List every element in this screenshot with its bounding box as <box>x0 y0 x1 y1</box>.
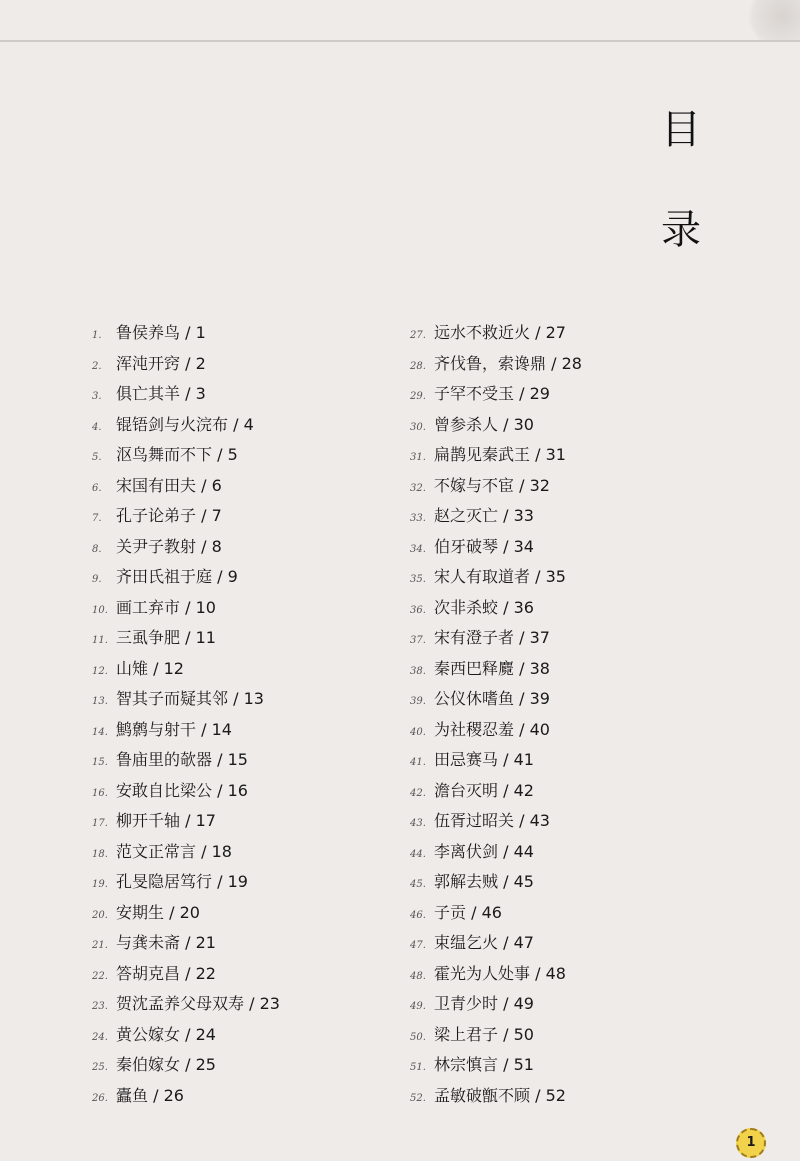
toc-entry <box>410 593 582 624</box>
toc-entry <box>410 898 582 929</box>
toc-entry-title: 曾参杀人 / 30 <box>434 414 534 434</box>
toc-entry-number: 47. <box>410 940 426 951</box>
toc-entry <box>92 867 280 898</box>
toc-entry-number: 4. <box>92 421 102 433</box>
toc-entry-title: 卫青少时 / 49 <box>434 994 534 1013</box>
toc-entry-title: 鹪鹩与射干 / 14 <box>116 719 232 739</box>
toc-entry <box>410 684 582 715</box>
toc-entry-number: 18. <box>92 848 108 860</box>
toc-entry <box>92 623 280 654</box>
toc-entry <box>410 1081 582 1112</box>
toc-entry <box>410 379 582 410</box>
title-char-2: 录 <box>661 207 701 253</box>
toc-entry-number: 14. <box>92 726 108 738</box>
toc-entry-number: 46. <box>410 909 426 921</box>
toc-entry-title: 孟敏破甑不顾 / 52 <box>434 1085 566 1105</box>
toc-entry <box>410 959 582 990</box>
toc-entry <box>410 532 582 563</box>
toc-entry-title: 次非杀蛟 / 36 <box>434 597 534 617</box>
toc-entry <box>92 715 280 746</box>
toc-title <box>656 80 706 280</box>
toc-entry <box>410 623 582 654</box>
toc-entry <box>92 654 280 685</box>
toc-entry <box>410 806 582 837</box>
toc-entry <box>410 349 582 380</box>
toc-entry <box>92 1020 280 1051</box>
toc-entry-number: 29. <box>410 391 426 402</box>
toc-entry-title: 扁鹊见秦武王 / 31 <box>434 445 566 464</box>
toc-entry-number: 34. <box>410 543 426 555</box>
toc-entry-title: 梁上君子 / 50 <box>434 1024 534 1044</box>
toc-entry-number: 49. <box>410 1001 426 1012</box>
toc-entry-title: 锟铻剑与火浣布 / 4 <box>116 414 254 434</box>
toc-entry-title: 蠹鱼 / 26 <box>116 1085 184 1105</box>
toc-entry-number: 39. <box>410 696 426 707</box>
toc-entry-title: 赵之灭亡 / 33 <box>434 506 534 525</box>
toc-entry <box>92 684 280 715</box>
toc-entry-number: 23. <box>92 1001 108 1012</box>
toc-entry-title: 山雉 / 12 <box>116 658 184 678</box>
toc-entry-title: 秦伯嫁女 / 25 <box>116 1055 216 1074</box>
toc-entry-title: 为社稷忍羞 / 40 <box>434 719 550 739</box>
toc-entry-number: 27. <box>410 330 426 341</box>
toc-entry-number: 21. <box>92 940 108 951</box>
toc-entry <box>410 318 582 349</box>
toc-entry-title: 智其子而疑其邻 / 13 <box>116 689 264 708</box>
toc-entry <box>92 410 280 441</box>
toc-entry <box>92 806 280 837</box>
toc-entry <box>410 715 582 746</box>
toc-entry-number: 28. <box>410 360 426 372</box>
toc-entry-number: 51. <box>410 1062 426 1073</box>
toc-entry-number: 48. <box>410 970 426 982</box>
toc-entry-number: 37. <box>410 635 426 646</box>
toc-entry <box>92 349 280 380</box>
toc-entry <box>92 471 280 502</box>
toc-entry <box>92 989 280 1020</box>
toc-entry-title: 霍光为人处事 / 48 <box>434 963 566 983</box>
toc-entry-title: 三虱争肥 / 11 <box>116 628 216 647</box>
toc-entry <box>92 379 280 410</box>
toc-entry-title: 澹台灭明 / 42 <box>434 780 534 800</box>
toc-entry-title: 关尹子教射 / 8 <box>116 536 222 556</box>
toc-entry-title: 不嫁与不宦 / 32 <box>434 475 550 495</box>
toc-entry-title: 与龚未斋 / 21 <box>116 933 216 952</box>
toc-entry <box>410 440 582 471</box>
toc-entry <box>92 898 280 929</box>
toc-entry-title: 束缊乞火 / 47 <box>434 933 534 952</box>
toc-entry-number: 13. <box>92 696 108 707</box>
toc-entry-number: 11. <box>92 635 108 646</box>
toc-entry-title: 公仪休嗜鱼 / 39 <box>434 689 550 708</box>
toc-entry-number: 22. <box>92 970 108 982</box>
toc-entry-title: 安敢自比梁公 / 16 <box>116 780 248 800</box>
toc-entry-number: 7. <box>92 513 102 524</box>
toc-entry-title: 田忌赛马 / 41 <box>434 750 534 769</box>
toc-entry <box>410 745 582 776</box>
toc-entry-title: 郭解去贼 / 45 <box>434 872 534 891</box>
toc-entry-number: 42. <box>410 787 426 799</box>
toc-entry <box>410 654 582 685</box>
toc-entry <box>92 776 280 807</box>
toc-entry <box>410 562 582 593</box>
toc-entry <box>410 989 582 1020</box>
toc-entry-title: 孔子论弟子 / 7 <box>116 506 222 525</box>
toc-entry-number: 50. <box>410 1031 426 1043</box>
toc-entry-number: 35. <box>410 574 426 585</box>
toc-entry <box>92 562 280 593</box>
toc-entry <box>410 1050 582 1081</box>
toc-entry-title: 范文正常言 / 18 <box>116 841 232 861</box>
toc-entry-number: 25. <box>92 1062 108 1073</box>
toc-entry-title: 秦西巴释麑 / 38 <box>434 658 550 678</box>
toc-entry-title: 柳开千轴 / 17 <box>116 811 216 830</box>
toc-entry <box>92 959 280 990</box>
toc-entry-number: 1. <box>92 330 102 341</box>
toc-entry <box>92 928 280 959</box>
toc-entry-number: 6. <box>92 482 102 494</box>
toc-entry <box>92 318 280 349</box>
toc-entry-number: 8. <box>92 543 102 555</box>
toc-entry-number: 30. <box>410 421 426 433</box>
toc-entry <box>92 745 280 776</box>
toc-entry-number: 16. <box>92 787 108 799</box>
toc-column-left <box>92 318 280 1111</box>
toc-entry-number: 33. <box>410 513 426 524</box>
toc-entry-title: 宋人有取道者 / 35 <box>434 567 566 586</box>
toc-entry-title: 安期生 / 20 <box>116 902 200 922</box>
toc-entry <box>92 440 280 471</box>
toc-entry <box>410 837 582 868</box>
title-char-1: 目 <box>661 107 701 153</box>
toc-entry <box>92 593 280 624</box>
toc-entry-number: 3. <box>92 391 102 402</box>
toc-entry-number: 2. <box>92 360 102 372</box>
toc-entry <box>410 776 582 807</box>
toc-entry-number: 9. <box>92 574 102 585</box>
toc-entry-title: 俱亡其羊 / 3 <box>116 384 206 403</box>
toc-entry-title: 李离伏剑 / 44 <box>434 841 534 861</box>
toc-entry-number: 17. <box>92 818 108 829</box>
toc-entry-title: 答胡克昌 / 22 <box>116 963 216 983</box>
toc-entry-number: 12. <box>92 665 108 677</box>
toc-entry <box>410 928 582 959</box>
toc-entry-title: 子贡 / 46 <box>434 902 502 922</box>
toc-entry-number: 38. <box>410 665 426 677</box>
toc-entry-number: 31. <box>410 452 426 463</box>
toc-entry <box>410 501 582 532</box>
header-rule <box>0 40 800 42</box>
corner-decoration <box>740 0 800 40</box>
toc-entry-title: 林宗慎言 / 51 <box>434 1055 534 1074</box>
toc-entry-title: 画工弃市 / 10 <box>116 597 216 617</box>
toc-entry-number: 10. <box>92 604 108 616</box>
toc-entry-title: 孔旻隐居笃行 / 19 <box>116 872 248 891</box>
toc-entry-number: 43. <box>410 818 426 829</box>
toc-entry-title: 伯牙破琴 / 34 <box>434 536 534 556</box>
toc-entry <box>92 837 280 868</box>
toc-entry <box>92 501 280 532</box>
toc-entry-title: 伍胥过昭关 / 43 <box>434 811 550 830</box>
toc-entry-title: 鲁侯养鸟 / 1 <box>116 323 206 342</box>
toc-entry <box>410 410 582 441</box>
toc-entry-number: 20. <box>92 909 108 921</box>
page-number-badge: 1 <box>736 1128 766 1158</box>
toc-entry-title: 贺沈孟养父母双寿 / 23 <box>116 994 280 1013</box>
toc-entry-title: 子罕不受玉 / 29 <box>434 384 550 403</box>
toc-entry-number: 19. <box>92 879 108 890</box>
toc-entry-number: 44. <box>410 848 426 860</box>
toc-entry-number: 32. <box>410 482 426 494</box>
toc-entry <box>92 532 280 563</box>
toc-entry-number: 15. <box>92 757 108 768</box>
toc-entry-number: 52. <box>410 1092 426 1104</box>
toc-entry-title: 齐伐鲁，索谗鼎 / 28 <box>434 353 582 373</box>
toc-entry-title: 宋国有田夫 / 6 <box>116 475 222 495</box>
toc-entry-number: 26. <box>92 1092 108 1104</box>
toc-entry-title: 浑沌开窍 / 2 <box>116 353 206 373</box>
toc-entry-number: 45. <box>410 879 426 890</box>
toc-entry-title: 黄公嫁女 / 24 <box>116 1024 216 1044</box>
toc-column-right <box>410 318 582 1111</box>
toc-entry-number: 36. <box>410 604 426 616</box>
toc-entry-title: 沤鸟舞而不下 / 5 <box>116 445 238 464</box>
toc-entry <box>92 1050 280 1081</box>
toc-entry <box>410 867 582 898</box>
toc-entry-title: 鲁庙里的欹器 / 15 <box>116 750 248 769</box>
toc-entry-title: 远水不救近火 / 27 <box>434 323 566 342</box>
toc-entry <box>410 1020 582 1051</box>
toc-entry-number: 24. <box>92 1031 108 1043</box>
toc-entry-number: 41. <box>410 757 426 768</box>
toc-entry-number: 40. <box>410 726 426 738</box>
toc-entry <box>410 471 582 502</box>
toc-entry-number: 5. <box>92 452 102 463</box>
toc-entry-title: 宋有澄子者 / 37 <box>434 628 550 647</box>
toc-entry-title: 齐田氏祖于庭 / 9 <box>116 567 238 586</box>
toc-entry <box>92 1081 280 1112</box>
